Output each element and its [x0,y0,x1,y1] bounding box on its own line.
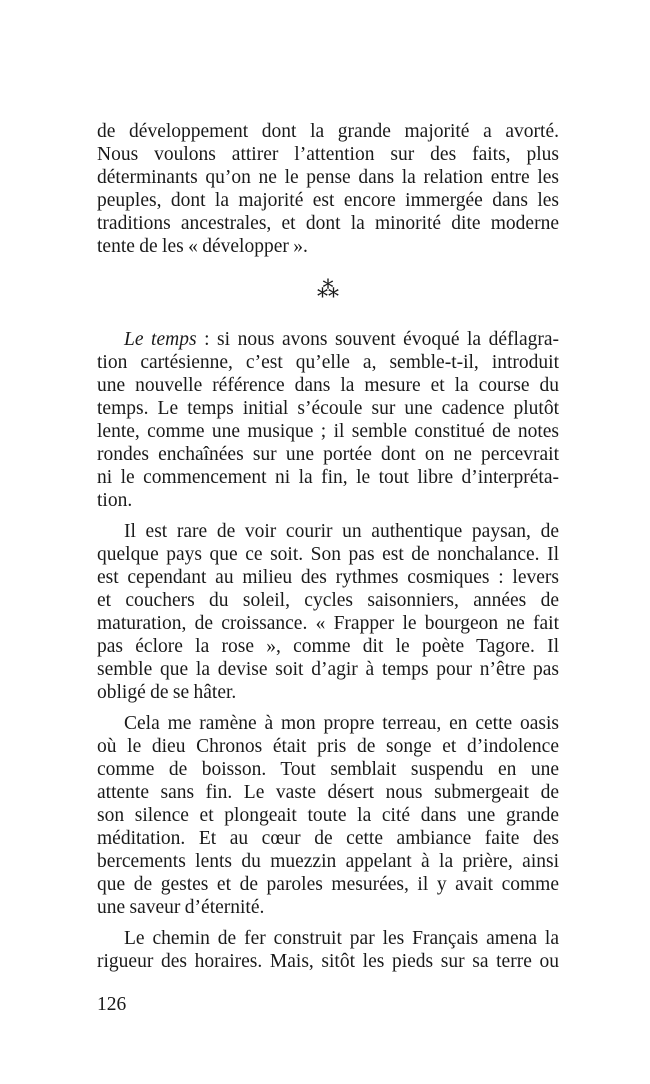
text-line [97,235,559,258]
text-line [97,873,559,896]
text-line [97,120,559,143]
text-line [97,735,559,758]
line-text: bercements lents du muezzin appelant à la prière, ainsi [97,851,559,872]
line-text: que de gestes et de paroles mesurées, il y avait comme [97,874,559,895]
line-text: une nouvelle référence dans la mesure et la course du [97,375,559,396]
line-text: lente, comme une musique ; il semble constitué de notes [97,421,559,442]
line-text: et couchers du soleil, cycles saisonniers, années de [97,590,559,611]
text-line [97,520,559,543]
line-text: comme de boisson. Tout semblait suspendu en une [97,759,559,780]
page-number: 126 [97,994,127,1015]
line-text: : si nous avons souvent évoqué la déflagra- [196,329,559,350]
line-text: obligé de se hâter. [97,682,237,703]
text-line [97,589,559,612]
line-text: semble que la devise soit d’agir à temps pour n’être pas [97,659,559,680]
line-text: tion. [97,490,133,511]
text-line [97,189,559,212]
text-line [97,804,559,827]
line-text: tion cartésienne, c’est qu’elle a, semble-t-il, introduit [97,352,559,373]
paragraph [97,520,559,704]
line-text: son silence et plongeait toute la cité dans une grande [97,805,559,826]
line-text: temps. Le temps initial s’écoule sur une cadence plutôt [97,398,559,419]
text-line [97,543,559,566]
text-line [97,566,559,589]
line-text: ni le commencement ni la fin, le tout libre d’interpréta- [97,467,559,488]
text-line [97,212,559,235]
line-text: traditions ancestrales, et dont la minorité dite moderne [97,213,559,234]
text-line [97,443,559,466]
line-text: déterminants qu’on ne le pense dans la relation entre les [97,167,559,188]
paragraph [97,927,559,973]
text-line [97,351,559,374]
line-text: de développement dont la grande majorité a avorté. [97,121,559,142]
line-text: Cela me ramène à mon propre terreau, en cette oasis [124,713,559,734]
text-line [97,328,559,351]
paragraph [97,712,559,919]
text-line [97,781,559,804]
italic-lead: Le temps [124,329,197,350]
text-line [97,397,559,420]
line-text: maturation, de croissance. « Frapper le bourgeon ne fait [97,613,559,634]
line-text: quelque pays que ce soit. Son pas est de nonchalance. Il [97,544,559,565]
text-line [97,850,559,873]
text-line [97,420,559,443]
line-text: attente sans fin. Le vaste désert nous submergeait de [97,782,559,803]
text-line [97,143,559,166]
book-page [97,120,559,1016]
line-text: où le dieu Chronos était pris de songe et d’indolence [97,736,559,757]
paragraph [97,328,559,512]
text-line [97,927,559,950]
line-text: Le chemin de fer construit par les Français amena la [124,928,559,949]
text-line [97,896,559,919]
line-text: Il est rare de voir courir un authentique paysan, de [124,521,559,542]
text-line [97,166,559,189]
paragraph [97,120,559,258]
line-text: une saveur d’éternité. [97,897,265,918]
text-line [97,658,559,681]
text-line [97,635,559,658]
line-text: est cependant au milieu des rythmes cosmiques : levers [97,567,559,588]
line-text: Nous voulons attirer l’attention sur des faits, plus [97,144,559,165]
line-text: peuples, dont la majorité est encore immergée dans les [97,190,559,211]
text-line [97,712,559,735]
line-text: tente de les « développer ». [97,236,308,257]
line-text: pas éclore la rose », comme dit le poète Tagore. Il [97,636,559,657]
text-line [97,374,559,397]
text-line [97,950,559,973]
text-line [97,758,559,781]
line-text: méditation. Et au cœur de cette ambiance faite des [97,828,559,849]
line-text: rigueur des horaires. Mais, sitôt les pieds sur sa terre ou [97,951,559,972]
text-line [97,681,559,704]
text-line [97,466,559,489]
line-text: rondes enchaînées sur une portée dont on ne percevrait [97,444,559,465]
text-line [97,827,559,850]
book-page-body [97,120,559,973]
text-line [97,489,559,512]
asterism-section-break: ⁂ [317,277,339,302]
text-line [97,612,559,635]
